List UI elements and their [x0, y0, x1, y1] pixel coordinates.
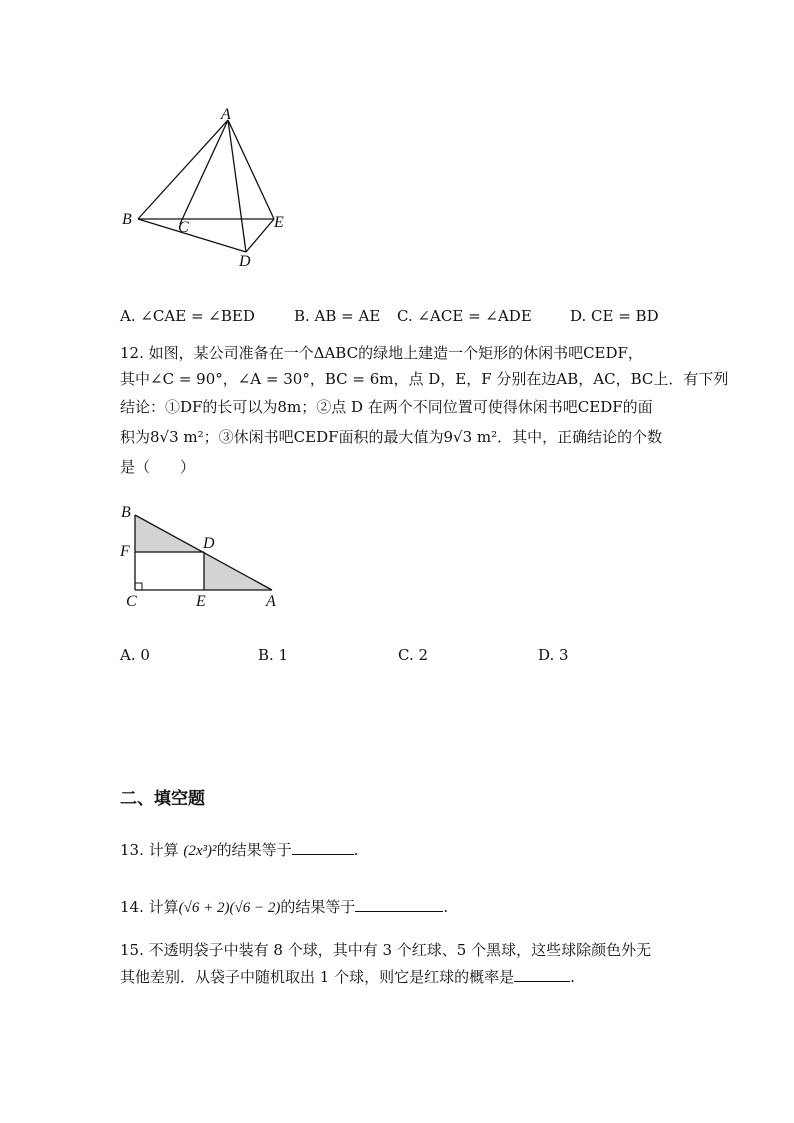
q12-label-b: B	[121, 504, 131, 521]
q12-label-f: F	[120, 543, 130, 560]
q14-suffix: 的结果等于	[280, 898, 356, 916]
q12-line-5: 是（ ）	[120, 458, 196, 476]
q11-label-d: D	[239, 253, 251, 270]
q11-label-b: B	[122, 211, 132, 228]
q13-expression: (2x³)²	[183, 843, 217, 859]
q15-answer-blank[interactable]	[514, 967, 570, 982]
q12-option-a: A. 0	[120, 646, 150, 664]
q14-expression: (√6 + 2)(√6 − 2)	[178, 900, 281, 916]
q15-line-1: 15. 不透明袋子中装有 8 个球，其中有 3 个红球、5 个黑球，这些球除颜色外无	[120, 941, 652, 959]
q12-label-d: D	[203, 535, 215, 552]
q15-end: .	[570, 968, 575, 986]
q11-label-e: E	[274, 214, 284, 231]
q13-prefix: 13. 计算	[120, 841, 179, 859]
q11-label-a: A	[221, 106, 231, 123]
q12-line-2: 其中∠C = 90°，∠A = 30°，BC = 6m，点 D，E，F 分别在边AB，AC，BC上．有下列	[120, 370, 729, 388]
q12-line-3: 结论：①DF的长可以为8m；②点 D 在两个不同位置可使得休闲书吧CEDF的面	[120, 398, 653, 416]
q12-line-1: 12. 如图，某公司准备在一个ΔABC的绿地上建造一个矩形的休闲书吧CEDF，	[120, 344, 643, 362]
q11-label-c: C	[178, 219, 189, 236]
q12-option-d: D. 3	[538, 646, 569, 664]
q13-end: .	[353, 841, 359, 859]
question-14	[120, 897, 448, 918]
q15-line-2-wrap	[120, 967, 575, 987]
q14-answer-blank[interactable]	[355, 897, 443, 912]
q11-option-b: B. AB = AE	[294, 307, 381, 325]
q11-option-c: C. ∠ACE = ∠ADE	[397, 307, 532, 325]
q13-answer-blank[interactable]	[292, 840, 354, 855]
q15-line-2: 其他差别．从袋子中随机取出 1 个球，则它是红球的概率是	[120, 968, 515, 986]
q14-prefix: 14. 计算	[120, 898, 179, 916]
q12-line-4: 积为8√3 m²；③休闲书吧CEDF面积的最大值为9√3 m²．其中，正确结论的个数	[120, 428, 663, 446]
q14-end: .	[443, 898, 449, 916]
question-13	[120, 840, 358, 861]
q11-option-d: D. CE = BD	[570, 307, 659, 325]
q12-label-e: E	[196, 593, 206, 610]
q11-option-a: A. ∠CAE = ∠BED	[120, 307, 255, 325]
q12-label-c: C	[126, 593, 137, 610]
q12-option-b: B. 1	[258, 646, 289, 664]
q12-option-c: C. 2	[398, 646, 429, 664]
right-angle-mark	[135, 583, 142, 590]
q13-suffix: 的结果等于	[216, 841, 292, 859]
section-heading: 二、填空题	[120, 789, 205, 809]
q12-label-a: A	[266, 593, 276, 610]
